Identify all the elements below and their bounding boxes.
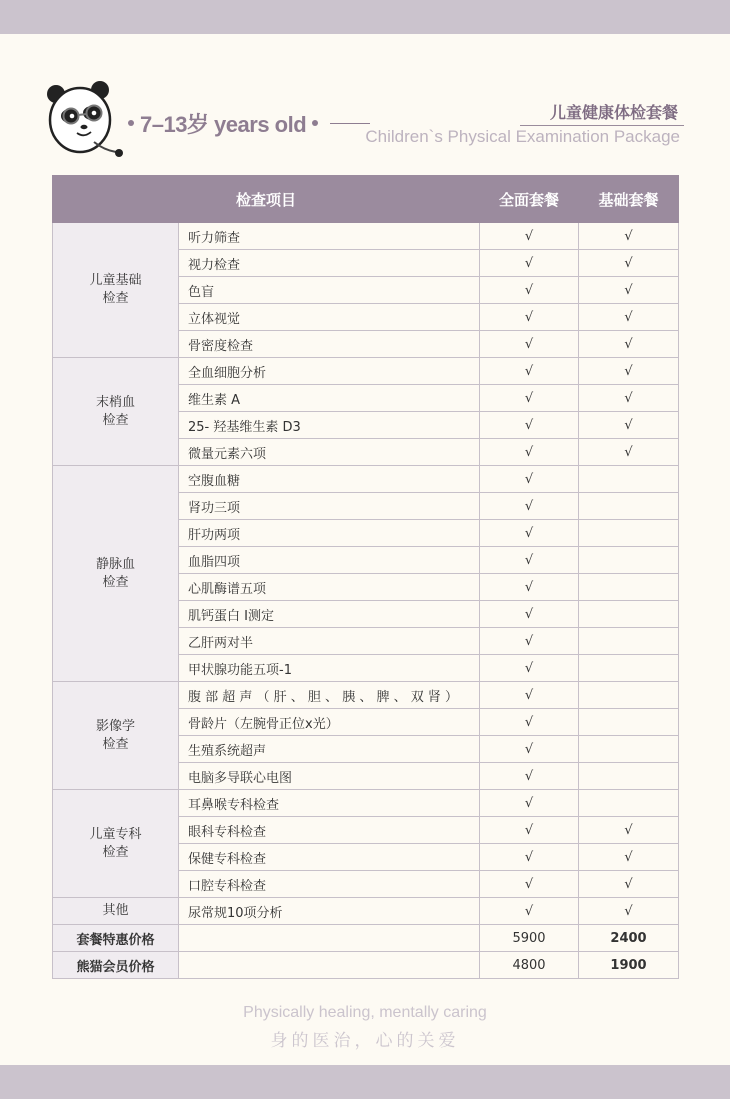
header-item: 检查项目	[53, 176, 480, 223]
check-mark-icon: √	[579, 871, 679, 898]
exam-item: 乙肝两对半	[179, 628, 480, 655]
table-row	[53, 682, 679, 709]
check-mark-icon: √	[579, 304, 679, 331]
empty-cell	[579, 493, 679, 520]
exam-item: 空腹血糖	[179, 466, 480, 493]
check-mark-icon: √	[480, 250, 579, 277]
bullet-dot-icon	[312, 120, 318, 126]
category-cell	[53, 358, 179, 466]
price-label: 套餐特惠价格	[53, 925, 179, 952]
exam-item: 骨龄片（左腕骨正位x光）	[179, 709, 480, 736]
price-row	[53, 925, 679, 952]
empty-cell	[579, 547, 679, 574]
check-mark-icon: √	[480, 412, 579, 439]
exam-item: 口腔专科检查	[179, 871, 480, 898]
exam-item: 全血细胞分析	[179, 358, 480, 385]
exam-item: 听力筛查	[179, 223, 480, 250]
check-mark-icon: √	[480, 655, 579, 682]
table-header-row	[53, 176, 679, 223]
price-row	[53, 952, 679, 979]
exam-item: 甲状腺功能五项-1	[179, 655, 480, 682]
category-label: 检查	[102, 574, 129, 590]
panda-doctor-icon	[44, 80, 126, 164]
category-label: 影像学	[95, 718, 135, 734]
check-mark-icon: √	[480, 601, 579, 628]
category-label: 检查	[102, 291, 129, 306]
check-mark-icon: √	[480, 817, 579, 844]
title-divider	[520, 125, 684, 126]
check-mark-icon: √	[480, 763, 579, 790]
category-cell	[53, 682, 179, 790]
price-basic-package: 2400	[579, 925, 679, 952]
exam-item: 微量元素六项	[179, 439, 480, 466]
table-row	[53, 223, 679, 250]
exam-item: 维生素 A	[179, 385, 480, 412]
check-mark-icon: √	[480, 358, 579, 385]
check-mark-icon: √	[480, 277, 579, 304]
check-mark-icon: √	[480, 628, 579, 655]
check-mark-icon: √	[480, 898, 579, 925]
check-mark-icon: √	[480, 547, 579, 574]
check-mark-icon: √	[480, 385, 579, 412]
page-subtitle: Children`s Physical Examination Package	[365, 127, 680, 146]
check-mark-icon: √	[579, 250, 679, 277]
check-mark-icon: √	[579, 844, 679, 871]
empty-cell	[179, 952, 480, 979]
check-mark-icon: √	[480, 871, 579, 898]
exam-item: 生殖系统超声	[179, 736, 480, 763]
check-mark-icon: √	[579, 223, 679, 250]
exam-item: 血脂四项	[179, 547, 480, 574]
check-mark-icon: √	[480, 844, 579, 871]
category-label: 儿童基础	[89, 273, 142, 288]
empty-cell	[579, 682, 679, 709]
category-cell	[53, 790, 179, 898]
price-basic-package: 1900	[579, 952, 679, 979]
check-mark-icon: √	[579, 277, 679, 304]
category-label: 检查	[102, 412, 129, 428]
exam-item: 心肌酶谱五项	[179, 574, 480, 601]
table-row	[53, 898, 679, 925]
slogan-chinese: 身的医治，心的关爱	[270, 1031, 460, 1051]
exam-item: 色盲	[179, 277, 480, 304]
exam-item: 25- 羟基维生素 D3	[179, 412, 480, 439]
exam-item: 电脑多导联心电图	[179, 763, 480, 790]
exam-item: 肾功三项	[179, 493, 480, 520]
check-mark-icon: √	[579, 331, 679, 358]
check-mark-icon: √	[579, 412, 679, 439]
category-cell	[53, 898, 179, 925]
category-cell	[53, 223, 179, 358]
header-basic-package: 基础套餐	[579, 176, 679, 223]
bottom-band	[0, 1065, 730, 1099]
category-label: 检查	[102, 844, 129, 860]
check-mark-icon: √	[579, 358, 679, 385]
exam-item: 骨密度检查	[179, 331, 480, 358]
exam-item: 肌钙蛋白 I测定	[179, 601, 480, 628]
top-band	[0, 0, 730, 34]
category-label: 末梢血	[95, 394, 135, 410]
exam-item: 保健专科检查	[179, 844, 480, 871]
exam-item: 眼科专科检查	[179, 817, 480, 844]
category-label: 静脉血	[95, 556, 135, 572]
check-mark-icon: √	[480, 493, 579, 520]
exam-package-table	[52, 175, 679, 979]
price-full-package: 4800	[480, 952, 579, 979]
age-range-heading	[128, 106, 318, 140]
page-title: 儿童健康体检套餐	[549, 103, 678, 122]
check-mark-icon: √	[480, 223, 579, 250]
check-mark-icon: √	[480, 304, 579, 331]
empty-cell	[579, 655, 679, 682]
check-mark-icon: √	[480, 574, 579, 601]
table-row	[53, 790, 679, 817]
exam-item: 肝功两项	[179, 520, 480, 547]
empty-cell	[579, 520, 679, 547]
empty-cell	[579, 601, 679, 628]
exam-item: 立体视觉	[179, 304, 480, 331]
exam-item: 视力检查	[179, 250, 480, 277]
check-mark-icon: √	[579, 385, 679, 412]
check-mark-icon: √	[480, 790, 579, 817]
price-full-package: 5900	[480, 925, 579, 952]
check-mark-icon: √	[480, 709, 579, 736]
category-label: 其他	[102, 903, 129, 918]
check-mark-icon: √	[480, 466, 579, 493]
category-label: 检查	[102, 736, 129, 752]
empty-cell	[579, 790, 679, 817]
check-mark-icon: √	[579, 439, 679, 466]
check-mark-icon: √	[480, 439, 579, 466]
check-mark-icon: √	[480, 682, 579, 709]
empty-cell	[579, 736, 679, 763]
slogan-english: Physically healing, mentally caring	[243, 1004, 487, 1021]
table-row	[53, 358, 679, 385]
check-mark-icon: √	[480, 331, 579, 358]
table-row	[53, 466, 679, 493]
age-range-label: 7–13岁 years old	[140, 111, 307, 137]
category-label: 儿童专科	[89, 826, 142, 842]
check-mark-icon: √	[579, 817, 679, 844]
empty-cell	[579, 709, 679, 736]
exam-item: 尿常规10项分析	[179, 898, 480, 925]
check-mark-icon: √	[480, 520, 579, 547]
empty-cell	[579, 763, 679, 790]
table-body	[53, 223, 679, 979]
empty-cell	[579, 466, 679, 493]
check-mark-icon: √	[579, 898, 679, 925]
empty-cell	[579, 628, 679, 655]
bullet-dot-icon	[128, 120, 134, 126]
exam-item: 腹 部 超 声 （ 肝 、 胆 、 胰 、 脾 、 双 肾 ）	[179, 682, 480, 709]
empty-cell	[179, 925, 480, 952]
header-full-package: 全面套餐	[480, 176, 579, 223]
category-cell	[53, 466, 179, 682]
empty-cell	[579, 574, 679, 601]
exam-item: 耳鼻喉专科检查	[179, 790, 480, 817]
price-label: 熊猫会员价格	[53, 952, 179, 979]
age-divider	[330, 123, 370, 124]
check-mark-icon: √	[480, 736, 579, 763]
